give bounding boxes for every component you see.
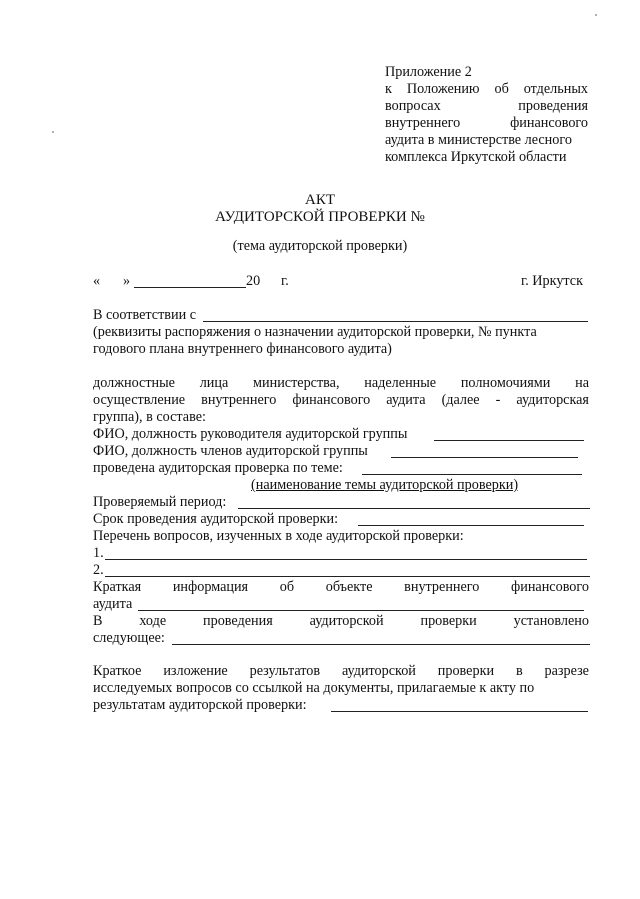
appendix-line-3: вопросах проведения bbox=[385, 98, 588, 114]
appendix-line-5: аудита в министерстве лесного bbox=[385, 132, 572, 148]
date-month-rule bbox=[134, 287, 246, 288]
scan-speck bbox=[52, 131, 54, 133]
question-1-number: 1. bbox=[93, 545, 104, 561]
audit-rule bbox=[138, 610, 584, 611]
summary-rule bbox=[331, 711, 588, 712]
questions-label: Перечень вопросов, изученных в ходе аудиторской проверки: bbox=[93, 528, 464, 544]
open-quote: « bbox=[93, 273, 101, 289]
act-subtitle: АУДИТОРСКОЙ ПРОВЕРКИ № bbox=[215, 209, 425, 225]
topic-name-placeholder: (наименование темы аудиторской проверки) bbox=[251, 477, 519, 493]
scan-speck bbox=[595, 14, 597, 16]
question-2-number: 2. bbox=[93, 562, 104, 578]
during-line: В ходе проведения аудиторской проверки установлено bbox=[93, 613, 589, 629]
summary-line-2: исследуемых вопросов со ссылкой на документы, прилагаемые к акту по bbox=[93, 680, 535, 696]
appendix-line-2: к Положению об отдельных bbox=[385, 81, 588, 97]
duration-rule bbox=[358, 525, 584, 526]
conducted-rule bbox=[362, 474, 582, 475]
act-topic-placeholder: (тема аудиторской проверки) bbox=[232, 238, 408, 254]
year-suffix: г. bbox=[281, 273, 289, 289]
conducted-label: проведена аудиторская проверка по теме: bbox=[93, 460, 343, 476]
requisites-line-1: (реквизиты распоряжения о назначении аудиторской проверки, № пункта bbox=[93, 324, 537, 340]
summary-line-3: результатам аудиторской проверки: bbox=[93, 697, 307, 713]
appendix-line-4: внутреннего финансового bbox=[385, 115, 588, 131]
summary-line-1: Краткое изложение результатов аудиторской проверки в разрезе bbox=[93, 663, 589, 679]
appendix-number: Приложение 2 bbox=[385, 64, 472, 80]
officials-line-3: группа), в составе: bbox=[93, 409, 206, 425]
period-rule bbox=[238, 508, 590, 509]
accordance-label: В соответствии с bbox=[93, 307, 197, 323]
audit-label: аудита bbox=[93, 596, 133, 612]
year-prefix: 20 bbox=[246, 273, 261, 289]
fio-members-rule bbox=[391, 457, 578, 458]
requisites-line-2: годового плана внутреннего финансового аудита) bbox=[93, 341, 392, 357]
act-title: АКТ bbox=[305, 192, 335, 208]
city: г. Иркутск bbox=[521, 273, 583, 289]
following-rule bbox=[172, 644, 590, 645]
accordance-rule bbox=[203, 321, 588, 322]
period-label: Проверяемый период: bbox=[93, 494, 227, 510]
officials-line-2: осуществление внутреннего финансового аудита (далее - аудиторская bbox=[93, 392, 589, 408]
question-2-rule bbox=[105, 576, 590, 577]
fio-head-label: ФИО, должность руководителя аудиторской группы bbox=[93, 426, 408, 442]
question-1-rule bbox=[105, 559, 587, 560]
following-label: следующее: bbox=[93, 630, 165, 646]
duration-label: Срок проведения аудиторской проверки: bbox=[93, 511, 339, 527]
officials-line-1: должностные лица министерства, наделенные полномочиями на bbox=[93, 375, 589, 391]
appendix-line-6: комплекса Иркутской области bbox=[385, 149, 567, 165]
close-quote: » bbox=[123, 273, 131, 289]
fio-members-label: ФИО, должность членов аудиторской группы bbox=[93, 443, 368, 459]
fio-head-rule bbox=[434, 440, 584, 441]
brief-info-line: Краткая информация об объекте внутреннего финансового bbox=[93, 579, 589, 595]
